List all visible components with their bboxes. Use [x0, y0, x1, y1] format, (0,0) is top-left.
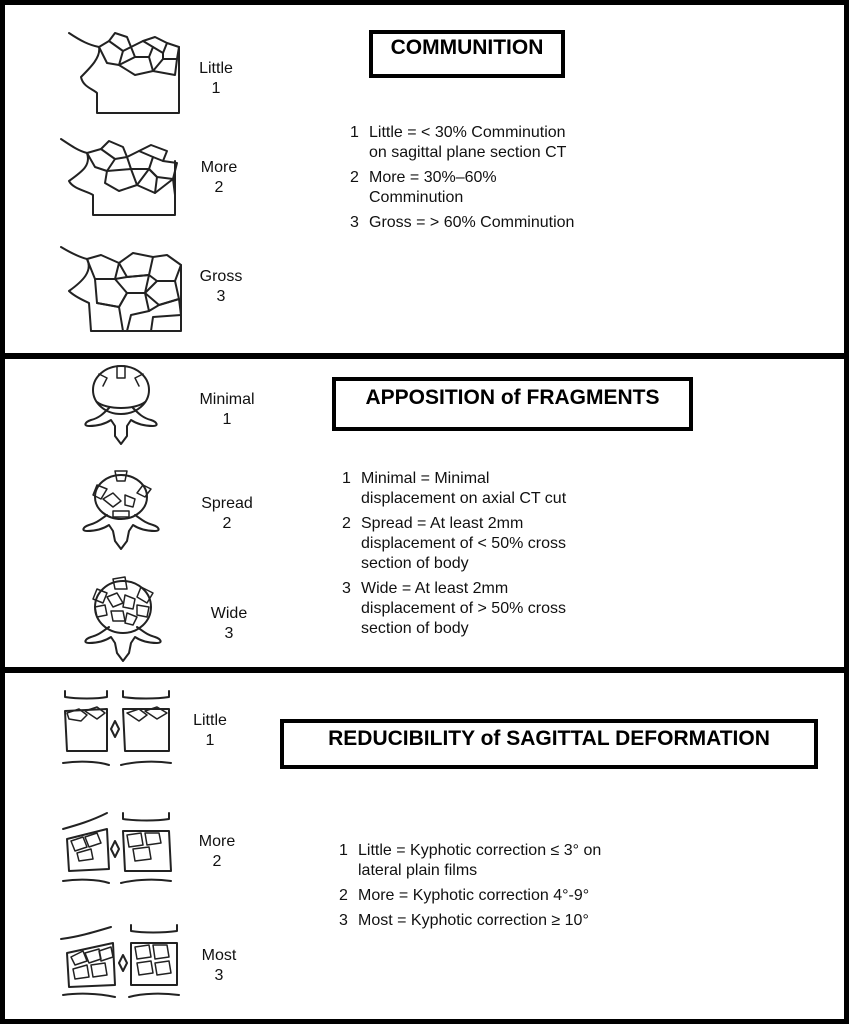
grade-name: Spread — [201, 495, 253, 512]
definition-item — [339, 886, 601, 906]
definition-item — [339, 841, 601, 881]
reducibility-grade-little — [170, 711, 250, 751]
reducibility-grade-more — [177, 832, 257, 872]
definition-number: 3 — [350, 214, 359, 231]
comminution-gross-illustration — [57, 241, 189, 336]
comminution-grade-little — [176, 59, 256, 99]
definition-item — [342, 469, 566, 509]
definition-number: 1 — [342, 470, 351, 487]
definition-line: Little = Kyphotic correction ≤ 3° on — [358, 842, 602, 859]
grade-name: Little — [199, 60, 233, 77]
apposition-grade-minimal — [187, 390, 267, 430]
definition-line: Wide = At least 2mm — [361, 580, 509, 597]
title-text: APPOSITION of FRAGMENTS — [336, 381, 689, 427]
definition-number: 3 — [342, 580, 351, 597]
reducibility-panel — [5, 673, 844, 1019]
definition-item — [342, 579, 566, 639]
comminution-more-illustration — [57, 133, 187, 223]
comminution-grade-gross — [181, 267, 261, 307]
definition-line: Little = < 30% Comminution — [369, 124, 566, 141]
apposition-grade-wide — [189, 604, 269, 644]
definition-item — [339, 911, 601, 931]
comminution-panel — [5, 5, 844, 353]
definition-line: displacement of > 50% cross — [361, 600, 566, 617]
reducibility-title — [280, 719, 818, 769]
grade-score: 3 — [214, 967, 224, 984]
definition-line: displacement of < 50% cross — [361, 535, 566, 552]
grade-name: Minimal — [199, 391, 255, 408]
grade-score: 3 — [224, 625, 234, 642]
grade-name: Gross — [199, 268, 243, 285]
apposition-wide-illustration — [77, 575, 172, 667]
reducibility-most-illustration — [57, 923, 187, 1008]
apposition-minimal-illustration — [77, 364, 167, 449]
definition-line: Minimal = Minimal — [361, 470, 490, 487]
grade-score: 1 — [211, 80, 221, 97]
title-text: COMMUNITION — [373, 34, 561, 74]
definition-line: Most = Kyphotic correction ≥ 10° — [358, 912, 589, 929]
apposition-title — [332, 377, 693, 431]
comminution-little-illustration — [63, 27, 188, 117]
definition-line: More = 30%–60% — [369, 169, 497, 186]
reducibility-little-illustration — [57, 689, 182, 774]
reducibility-grade-most — [179, 946, 259, 986]
grade-score: 3 — [216, 288, 226, 305]
definition-item — [342, 514, 566, 574]
definition-item — [350, 213, 574, 233]
grade-score: 2 — [222, 515, 232, 532]
definition-line: Gross = > 60% Comminution — [369, 214, 575, 231]
apposition-definitions — [342, 469, 566, 644]
reducibility-more-illustration — [57, 811, 182, 896]
definition-number: 2 — [350, 169, 359, 186]
definition-number: 3 — [339, 912, 348, 929]
reducibility-definitions — [339, 841, 601, 936]
grade-name: Most — [201, 947, 237, 964]
definition-line: displacement on axial CT cut — [361, 490, 567, 507]
definition-line: section of body — [361, 555, 469, 572]
comminution-definitions — [350, 123, 574, 238]
grade-name: More — [198, 833, 236, 850]
definition-line: Spread = At least 2mm — [361, 515, 524, 532]
definition-line: on sagittal plane section CT — [369, 144, 567, 161]
definition-item — [350, 168, 574, 208]
apposition-grade-spread — [187, 494, 267, 534]
definition-number: 1 — [350, 124, 359, 141]
definition-item — [350, 123, 574, 163]
grade-score: 2 — [212, 853, 222, 870]
grade-score: 1 — [205, 732, 215, 749]
grade-score: 2 — [214, 179, 224, 196]
comminution-grade-more — [179, 158, 259, 198]
definition-line: Comminution — [369, 189, 464, 206]
definition-line: lateral plain films — [358, 862, 478, 879]
title-text: REDUCIBILITY of SAGITTAL DEFORMATION — [284, 723, 814, 765]
grade-score: 1 — [222, 411, 232, 428]
definition-line: section of body — [361, 620, 469, 637]
definition-number: 1 — [339, 842, 348, 859]
comminution-title — [369, 30, 565, 78]
grade-name: More — [200, 159, 238, 176]
definition-number: 2 — [342, 515, 351, 532]
grade-name: Little — [193, 712, 227, 729]
definition-line: More = Kyphotic correction 4°-9° — [358, 887, 590, 904]
definition-number: 2 — [339, 887, 348, 904]
apposition-spread-illustration — [77, 469, 169, 554]
grade-name: Wide — [210, 605, 248, 622]
apposition-panel — [5, 359, 844, 667]
